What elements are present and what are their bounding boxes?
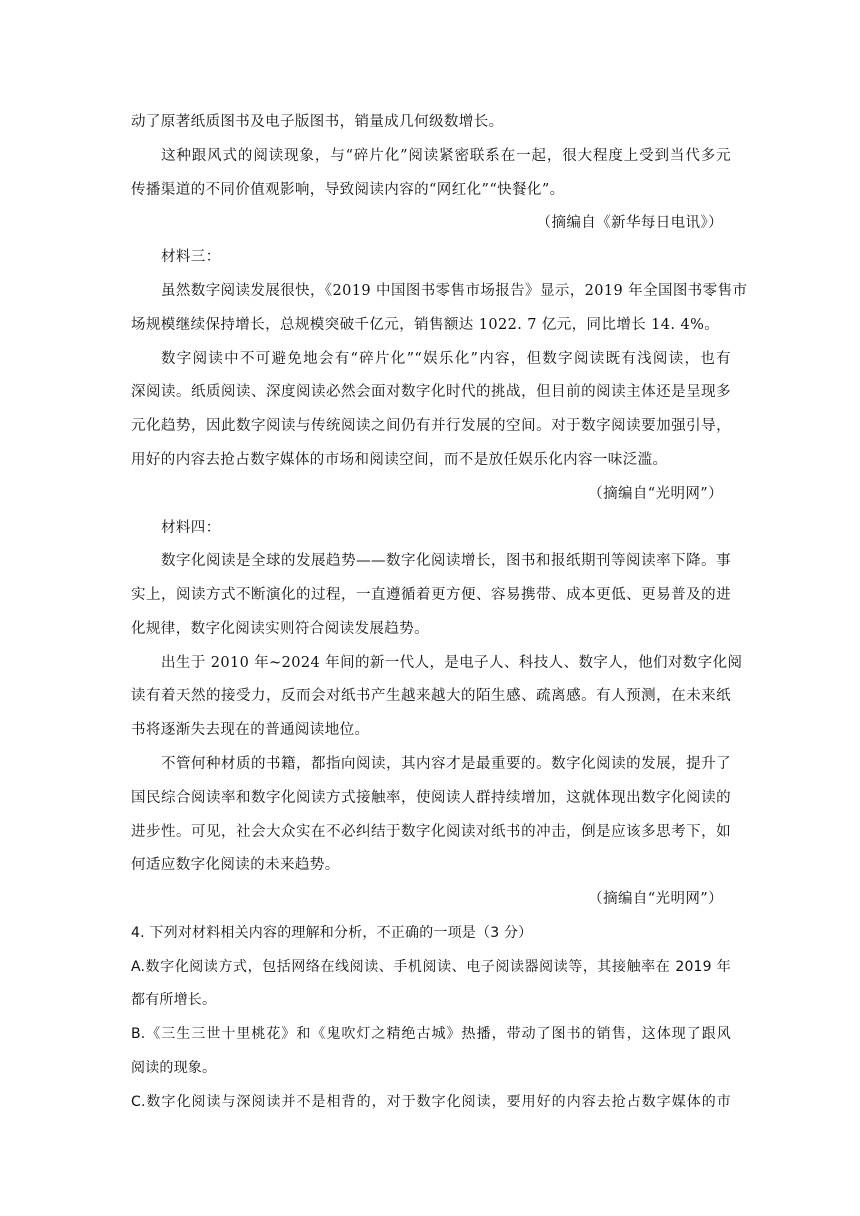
text-line: 数字化阅读是全球的发展趋势——数字化阅读增长，图书和报纸期刊等阅读率下降。事 [161, 553, 731, 569]
option-b-continued: 阅读的现象。 [131, 1060, 217, 1076]
text-line: 何适应数字化阅读的未来趋势。 [131, 857, 340, 873]
option-b: B.《三生三世十里桃花》和《鬼吹灯之精绝古城》热播，带动了图书的销售，这体现了跟风 [131, 1026, 731, 1042]
option-a-continued: 都有所增长。 [131, 992, 217, 1008]
source-citation: （摘编自《新华每日电讯》） [536, 215, 723, 231]
section-heading: 材料三： [161, 249, 221, 265]
text-line: 实上，阅读方式不断演化的过程，一直遵循着更方便、容易携带、成本更低、更易普及的进 [131, 587, 731, 603]
option-c: C.数字化阅读与深阅读并不是相背的，对于数字化阅读，要用好的内容去抢占数字媒体的市 [131, 1094, 731, 1110]
text-line: 传播渠道的不同价值观影响，导致阅读内容的“网红化”“快餐化”。 [131, 182, 565, 198]
text-line: 深阅读。纸质阅读、深度阅读必然会面对数字化时代的挑战，但目前的阅读主体还是呈现多 [131, 384, 731, 400]
text-line: 虽然数字阅读发展很快，《2019 中国图书零售市场报告》显示，2019 年全国图书零售市 [161, 283, 748, 299]
text-line: 国民综合阅读率和数字化阅读方式接触率，使阅读人群持续增加，这就体现出数字化阅读的 [131, 790, 731, 806]
text-line: 不管何种材质的书籍，都指向阅读，其内容才是最重要的。数字化阅读的发展，提升了 [161, 756, 731, 772]
text-line: 元化趋势，因此数字阅读与传统阅读之间仍有并行发展的空间。对于数字阅读要加强引导， [131, 418, 731, 434]
text-line: 书将逐渐失去现在的普通阅读地位。 [131, 722, 370, 738]
text-line: 出生于 2010 年~2024 年间的新一代人，是电子人、科技人、数字人，他们对数字化阅 [161, 655, 743, 671]
source-citation: （摘编自“光明网”） [588, 486, 723, 502]
text-line: 进步性。可见，社会大众实在不必纠结于数字化阅读对纸书的冲击，倒是应该多思考下，如 [131, 824, 731, 840]
text-line: 场规模继续保持增长，总规模突破千亿元，销售额达 1022. 7 亿元，同比增长 14. 4%。 [131, 317, 720, 333]
text-line: 动了原著纸质图书及电子版图书，销量成几何级数增长。 [131, 114, 504, 130]
text-line: 读有着天然的接受力，反而会对纸书产生越来越大的陌生感、疏离感。有人预测，在未来纸 [131, 688, 731, 704]
question-stem: 4. 下列对材料相关内容的理解和分析，不正确的一项是（3 分） [131, 925, 533, 941]
text-line: 化规律，数字化阅读实则符合阅读发展趋势。 [131, 621, 429, 637]
section-heading: 材料四： [161, 520, 221, 536]
source-citation: （摘编自“光明网”） [588, 891, 723, 907]
option-a: A.数字化阅读方式，包括网络在线阅读、手机阅读、电子阅读器阅读等，其接触率在 2019 年 [131, 959, 731, 975]
text-line: 用好的内容去抢占数字媒体的市场和阅读空间，而不是放任娱乐化内容一味泛滥。 [131, 452, 668, 468]
text-line: 数字阅读中不可避免地会有“碎片化”“娱乐化”内容，但数字阅读既有浅阅读，也有 [161, 351, 731, 367]
text-line: 这种跟风式的阅读现象，与“碎片化”阅读紧密联系在一起，很大程度上受到当代多元 [161, 148, 731, 164]
